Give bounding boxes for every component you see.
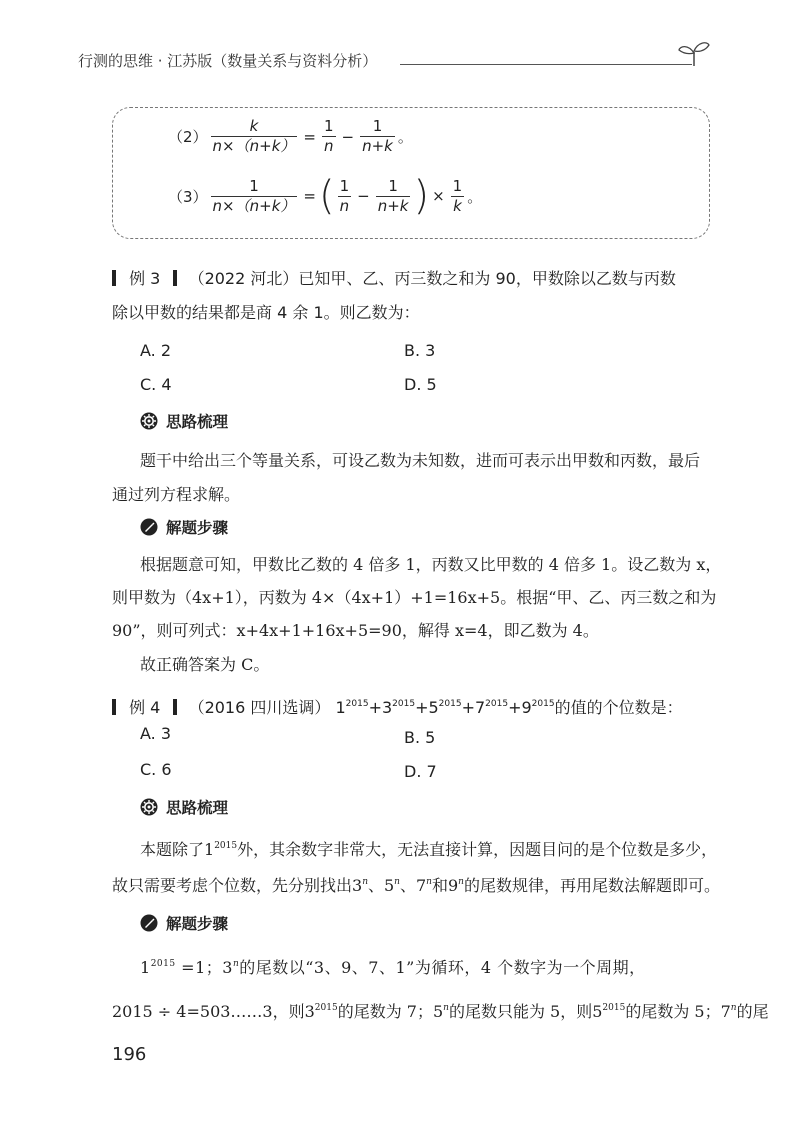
thinking-text-line2: 通过列方程求解。 — [112, 485, 241, 504]
formula-3: （3） $\frac{1}{n\times(n+k)}$ = ( $\frac{1}{n}$ − $\frac{1}{n+k}$ ) × $\frac{1}{k}$ 。 — [168, 173, 483, 219]
example-source: （2016 四川选调） — [188, 698, 331, 717]
example-source: （2022 河北） — [188, 269, 299, 288]
answer-text: 故正确答案为 C。 — [140, 655, 270, 674]
option-a: A. 2 — [140, 341, 172, 360]
page-number: 196 — [112, 1044, 147, 1065]
header-rule — [400, 64, 692, 65]
formula-label: （2） — [168, 128, 208, 146]
steps-text-line2: 2015 ÷ 4=503……3，则$3^{2015}$的尾数为 7；5$^n$的尾数只能为 5，则$5^{2015}$的尾数为 5；7$^n$的尾 — [112, 1002, 769, 1021]
formula-label: （3） — [168, 187, 208, 206]
option-a: A. 3 — [140, 724, 172, 743]
example-3-question-line2: 除以甲数的结果都是商 4 余 1。则乙数为： — [112, 303, 420, 322]
steps-section-title: 解题步骤 — [140, 912, 228, 934]
thinking-text-line1: 本题除了$1^{2015}$外，其余数字非常大，无法直接计算，因题目问的是个位数是多少， — [140, 840, 718, 859]
fraction: $\frac{1}{k}$ — [452, 176, 463, 215]
sprout-icon — [676, 38, 712, 68]
power-expression: $1^{2015}+3^{2015}+5^{2015}+7^{2015}+9^{2015}$ — [335, 698, 555, 717]
steps-text-line1: $1^{2015} =1$；3$^n$的尾数以“3、9、7、1”为循环，4 个数字为一个周期， — [140, 958, 646, 977]
thinking-section-title: 思路梳理 — [140, 410, 228, 432]
fraction: $\frac{1}{n+k}$ — [362, 117, 393, 155]
gear-icon — [140, 412, 158, 430]
option-b: B. 5 — [404, 728, 436, 747]
example-label: 例 4 — [129, 698, 161, 717]
example-label: 例 3 — [129, 269, 161, 288]
option-b: B. 3 — [404, 341, 436, 360]
fraction: $\frac{1}{n}$ — [323, 117, 334, 155]
pencil-icon — [140, 518, 158, 536]
fraction: $\frac{1}{n+k}$ — [377, 176, 409, 215]
example-marker — [112, 699, 116, 715]
thinking-text-line1: 题干中给出三个等量关系，可设乙数为未知数，进而可表示出甲数和丙数，最后 — [140, 451, 701, 470]
option-d: D. 5 — [404, 375, 437, 394]
option-d: D. 7 — [404, 762, 437, 781]
example-marker — [112, 270, 116, 286]
example-marker — [173, 270, 177, 286]
example-4-question: 例 4 （2016 四川选调） $1^{2015}+3^{2015}+5^{2015}+7^{2015}+9^{2015}$的值的个位数是： — [112, 688, 683, 724]
pencil-icon — [140, 914, 158, 932]
example-marker — [173, 699, 177, 715]
fraction: $\frac{1}{n}$ — [339, 176, 350, 215]
gear-icon — [140, 798, 158, 816]
thinking-section-title: 思路梳理 — [140, 796, 228, 818]
formula-2: （2） $\frac{k}{n\times(n+k)}$ = $\frac{1}{n}$ − $\frac{1}{n+k}$ 。 — [168, 117, 413, 155]
fraction: $\frac{1}{n\times(n+k)}$ — [212, 176, 296, 215]
example-3-question-line1: 例 3 （2022 河北）已知甲、乙、丙三数之和为 90，甲数除以乙数与丙数 — [112, 262, 676, 295]
steps-text-line3: 90”，则可列式：x+4x+1+16x+5=90，解得 x=4，即乙数为 4。 — [112, 621, 599, 640]
thinking-text-line2: 故只需要考虑个位数，先分别找出3$^n$、5$^n$、7$^n$和9$^n$的尾数规律，再用尾数法解题即可。 — [112, 876, 720, 895]
option-c: C. 6 — [140, 760, 172, 779]
steps-text-line2: 则甲数为（4x+1），丙数为 4×（4x+1）+1=16x+5。根据“甲、乙、丙三数之和为 — [112, 588, 717, 607]
fraction: $\frac{k}{n\times(n+k)}$ — [212, 117, 296, 155]
running-header: 行测的思维 · 江苏版（数量关系与资料分析） — [78, 52, 378, 70]
option-c: C. 4 — [140, 375, 172, 394]
steps-section-title: 解题步骤 — [140, 516, 228, 538]
steps-text-line1: 根据题意可知，甲数比乙数的 4 倍多 1，丙数又比甲数的 4 倍多 1。设乙数为 x， — [140, 555, 722, 574]
